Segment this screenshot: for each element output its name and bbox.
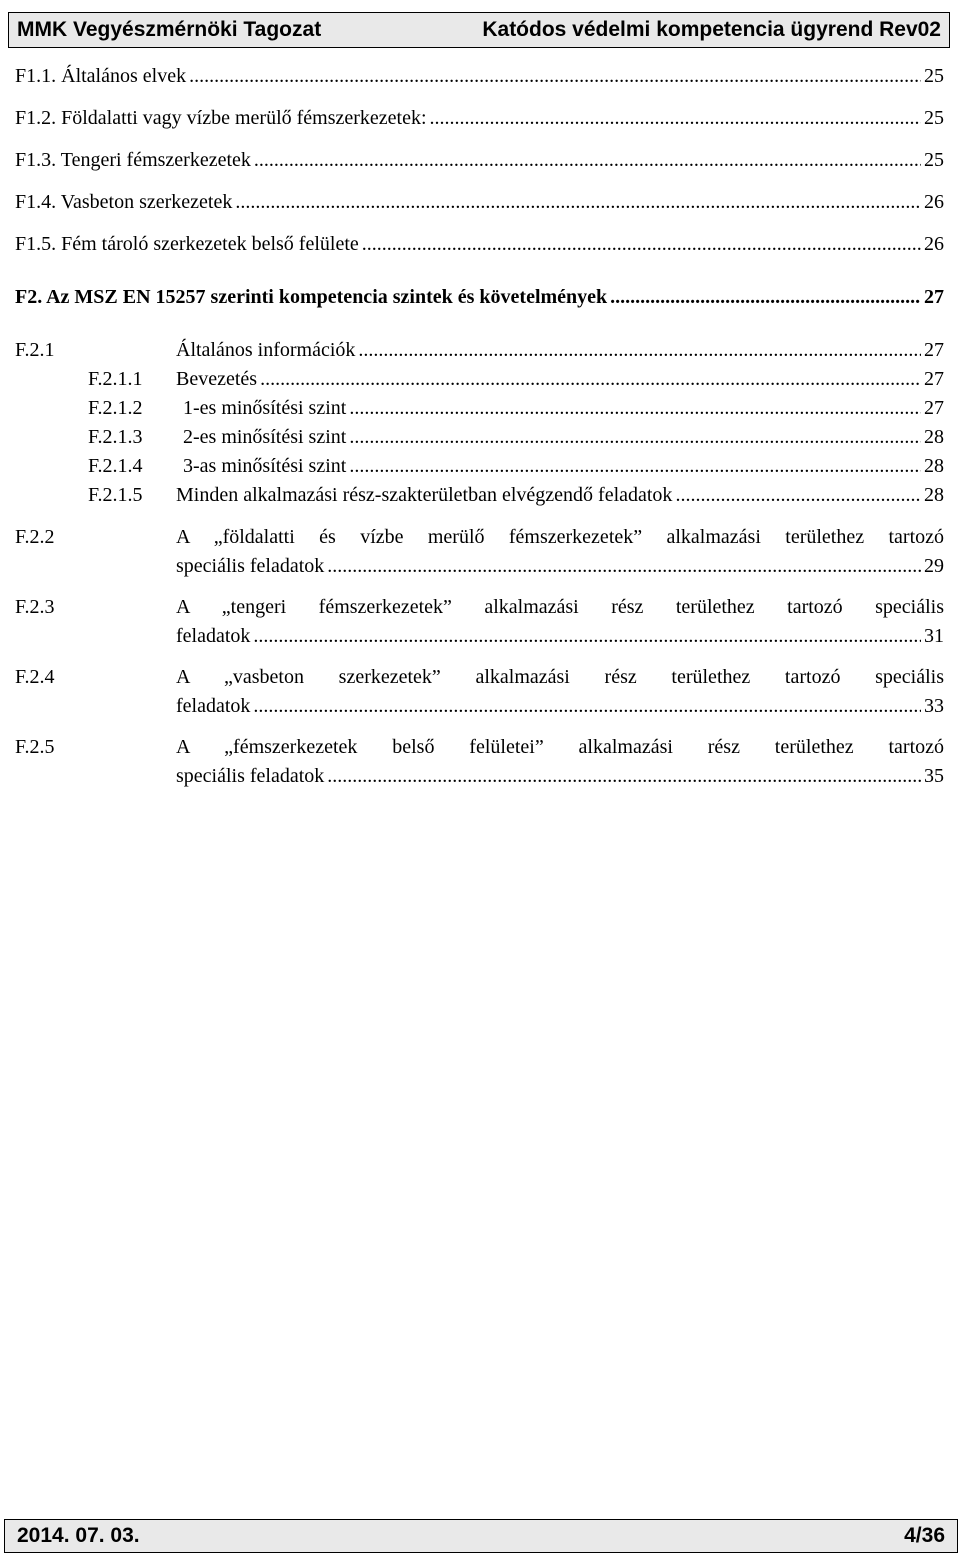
toc-number-f2-1-4: F.2.1.4 xyxy=(88,455,143,477)
toc-entry-f1-5[interactable]: F1.5. Fém tároló szerkezetek belső felülete ..... 26 xyxy=(15,230,944,259)
toc-number-f2-4: F.2.4 xyxy=(15,666,55,688)
toc-number-f2-1-1: F.2.1.1 xyxy=(88,368,143,390)
toc-leader xyxy=(349,423,921,452)
toc-leader xyxy=(430,104,921,133)
toc-leader xyxy=(253,692,921,721)
toc-entry-f2-2-line1[interactable]: A „földalatti és vízbe merülő fémszerkezetek” alkalmazási területhez tartozó xyxy=(176,526,944,548)
toc-entry-f2-4[interactable]: feladatok ..... 33 xyxy=(176,692,944,721)
toc-entry-f2-2[interactable]: speciális feladatok ..... 29 xyxy=(176,552,944,581)
toc-leader xyxy=(349,452,921,481)
toc-leader xyxy=(327,552,921,581)
toc-leader xyxy=(260,365,921,394)
header-organization: MMK Vegyészmérnöki Tagozat xyxy=(17,18,322,41)
toc-entry-f1-1[interactable]: F1.1. Általános elvek ..... 25 xyxy=(15,62,944,91)
toc-entry-f2-1-1[interactable]: Bevezetés ..... 27 xyxy=(176,365,944,394)
toc-number-f2-1: F.2.1 xyxy=(15,339,55,361)
toc-leader xyxy=(327,762,921,791)
toc-entry-f1-4[interactable]: F1.4. Vasbeton szerkezetek ..... 26 xyxy=(15,188,944,217)
toc-leader xyxy=(358,336,921,365)
toc-entry-f1-2[interactable]: F1.2. Földalatti vagy vízbe merülő fémszerkezetek: ..... 25 xyxy=(15,104,944,133)
toc-leader xyxy=(189,62,921,91)
toc-entry-f1-3[interactable]: F1.3. Tengeri fémszerkezetek ..... 25 xyxy=(15,146,944,175)
toc-leader xyxy=(253,622,921,651)
toc-entry-f2-1-5[interactable]: Minden alkalmazási rész-szakterületban elvégzendő feladatok ..... 28 xyxy=(176,481,944,510)
toc-leader xyxy=(235,188,921,217)
toc-entry-f2-5[interactable]: speciális feladatok ..... 35 xyxy=(176,762,944,791)
toc-number-f2-3: F.2.3 xyxy=(15,596,55,618)
toc-entry-f2-3[interactable]: feladatok ..... 31 xyxy=(176,622,944,651)
toc-entry-f2-1[interactable]: Általános információk ..... 27 xyxy=(176,336,944,365)
toc-number-f2-5: F.2.5 xyxy=(15,736,55,758)
page-footer xyxy=(4,1519,958,1553)
toc-number-f2-1-3: F.2.1.3 xyxy=(88,426,143,448)
footer-page-number: 4/36 xyxy=(904,1524,945,1547)
toc-entry-f2-1-2[interactable]: 1-es minősítési szint ..... 27 xyxy=(183,394,944,423)
toc-leader xyxy=(349,394,921,423)
toc-number-f2-2: F.2.2 xyxy=(15,526,55,548)
footer-date: 2014. 07. 03. xyxy=(17,1524,140,1547)
toc-leader xyxy=(610,283,921,312)
toc-leader xyxy=(675,481,921,510)
toc-entry-f2[interactable]: F2. Az MSZ EN 15257 szerinti kompetencia szintek és követelmények ..... 27 xyxy=(15,283,944,312)
toc-entry-f2-4-line1[interactable]: A „vasbeton szerkezetek” alkalmazási rész területhez tartozó speciális xyxy=(176,666,944,688)
toc-entry-f2-3-line1[interactable]: A „tengeri fémszerkezetek” alkalmazási rész területhez tartozó speciális xyxy=(176,596,944,618)
toc-number-f2-1-5: F.2.1.5 xyxy=(88,484,143,506)
header-document-title: Katódos védelmi kompetencia ügyrend Rev02 xyxy=(482,18,941,41)
toc-leader xyxy=(254,146,921,175)
toc-number-f2-1-2: F.2.1.2 xyxy=(88,397,143,419)
toc-entry-f2-1-4[interactable]: 3-as minősítési szint ..... 28 xyxy=(183,452,944,481)
toc-entry-f2-1-3[interactable]: 2-es minősítési szint ..... 28 xyxy=(183,423,944,452)
page-header xyxy=(8,12,950,48)
toc-entry-f2-5-line1[interactable]: A „fémszerkezetek belső felületei” alkalmazási rész területhez tartozó xyxy=(176,736,944,758)
toc-leader xyxy=(362,230,921,259)
